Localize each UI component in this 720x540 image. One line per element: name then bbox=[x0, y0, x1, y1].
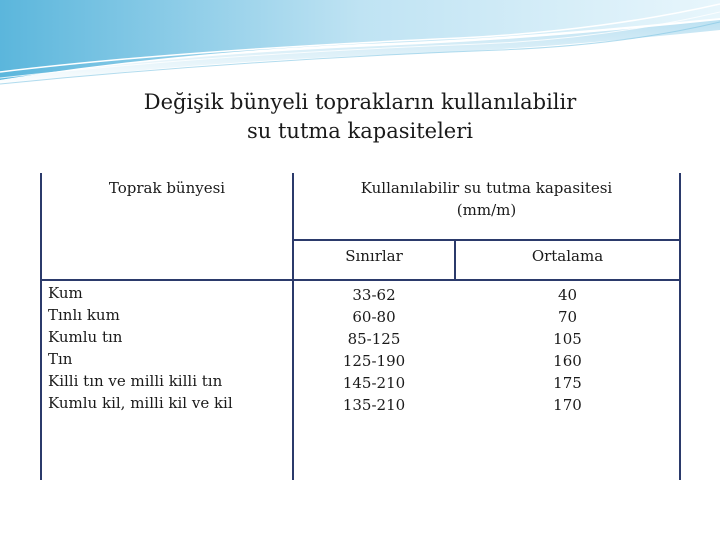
list-item: 40 bbox=[557, 286, 578, 304]
header-rule bbox=[294, 239, 679, 241]
header-capacity-line-2: (mm/m) bbox=[456, 201, 517, 219]
list-item: 145-210 bbox=[342, 374, 406, 392]
list-item: 135-210 bbox=[342, 396, 406, 414]
title-line-2: su tutma kapasiteleri bbox=[247, 119, 473, 143]
list-item: Kum bbox=[48, 284, 83, 302]
average-list bbox=[456, 284, 679, 416]
limits-list bbox=[294, 284, 454, 416]
list-item: 33-62 bbox=[352, 286, 396, 304]
title-line-1: Değişik bünyeli toprakların kullanılabilir bbox=[143, 90, 577, 114]
page-title bbox=[60, 88, 660, 146]
body-rule bbox=[42, 279, 679, 281]
list-item: Kumlu kil, milli kil ve kil bbox=[48, 394, 233, 412]
list-item: 105 bbox=[553, 330, 582, 348]
list-item: Tın bbox=[48, 350, 73, 368]
list-item: Killi tın ve milli killi tın bbox=[48, 372, 223, 390]
list-item: 60-80 bbox=[352, 308, 396, 326]
list-item: 175 bbox=[553, 374, 582, 392]
list-item: Tınlı kum bbox=[48, 306, 120, 324]
capacity-table bbox=[40, 173, 681, 480]
texture-list bbox=[48, 282, 233, 414]
list-item: 170 bbox=[553, 396, 582, 414]
list-item: 125-190 bbox=[342, 352, 406, 370]
header-limits: Sınırlar bbox=[345, 247, 403, 265]
header-capacity bbox=[294, 177, 679, 221]
header-average: Ortalama bbox=[531, 247, 604, 265]
list-item: 85-125 bbox=[347, 330, 401, 348]
header-capacity-line-1: Kullanılabilir su tutma kapasitesi bbox=[360, 179, 613, 197]
list-item: Kumlu tın bbox=[48, 328, 123, 346]
list-item: 160 bbox=[553, 352, 582, 370]
decorative-banner bbox=[0, 0, 720, 90]
list-item: 70 bbox=[557, 308, 578, 326]
header-texture: Toprak bünyesi bbox=[108, 179, 226, 197]
